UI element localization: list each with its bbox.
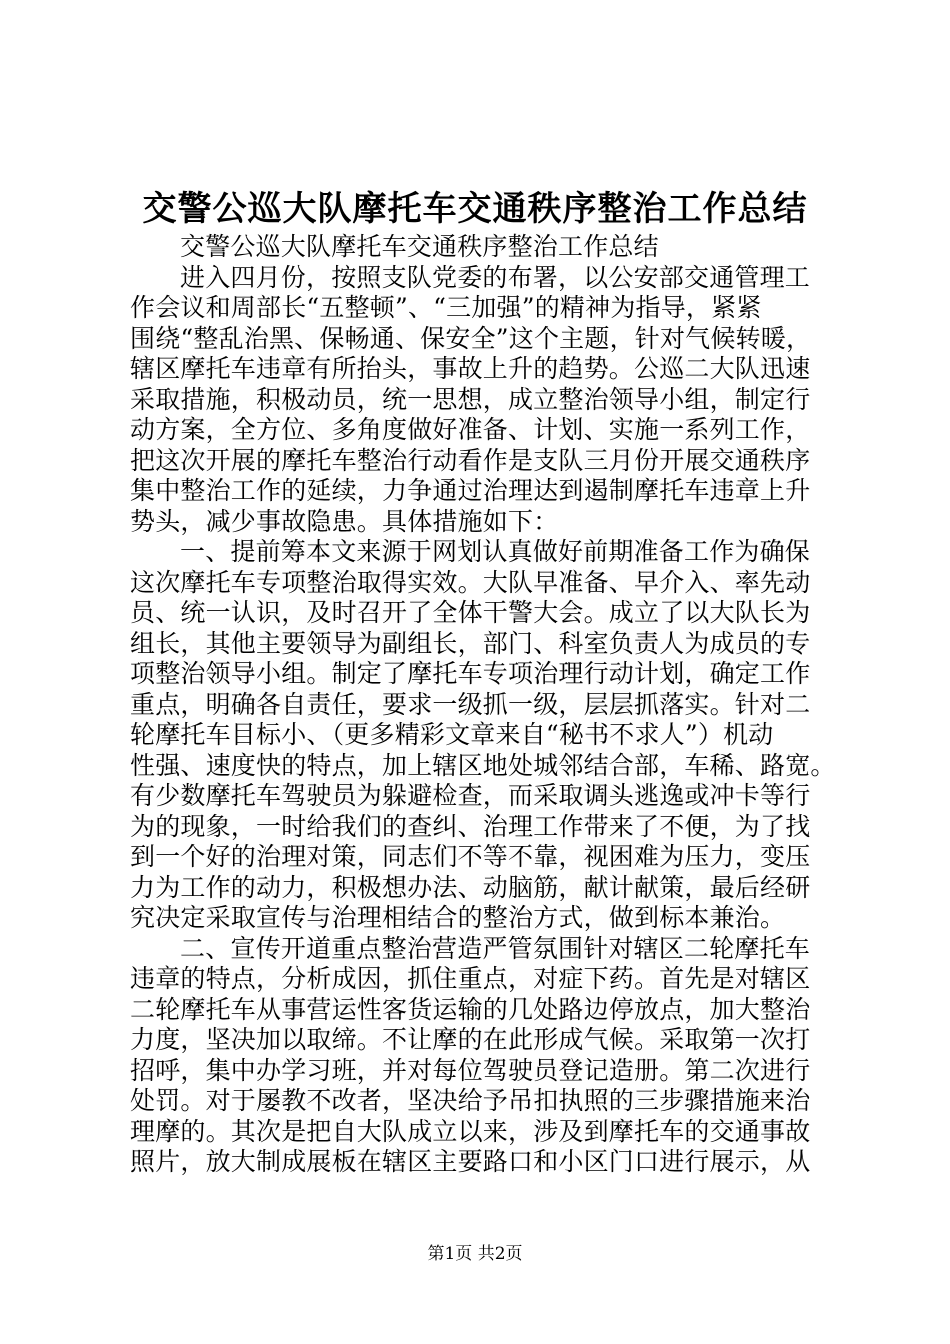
body-line: 二、宣传开道重点整治营造严管氛围针对辖区二轮摩托车	[180, 933, 811, 963]
body-line: 力度，坚决加以取缔。不让摩的在此形成气候。采取第一次打	[130, 1025, 811, 1054]
body-line: 处罚。对于屡教不改者，坚决给予吊扣执照的三步骤措施来治	[130, 1086, 811, 1115]
body-line: 辖区摩托车违章有所抬头，事故上升的趋势。公巡二大队迅速	[130, 354, 811, 383]
body-line: 项整治领导小组。制定了摩托车专项治理行动计划，确定工作	[130, 659, 811, 688]
body-line: 进入四月份，按照支队党委的布署，以公安部交通管理工	[180, 262, 811, 292]
body-line: 力为工作的动力，积极想办法、动脑筋，献计献策，最后经研	[130, 872, 811, 902]
document-body	[130, 232, 836, 1178]
body-line: 员、统一认识，及时召开了全体干警大会。成立了以大队长为	[130, 598, 811, 627]
body-line: 交警公巡大队摩托车交通秩序整治工作总结	[180, 232, 659, 261]
body-line: 到一个好的治理对策，同志们不等不靠，视困难为压力，变压	[130, 842, 811, 871]
body-line: 集中整治工作的延续，力争通过治理达到遏制摩托车违章上升	[130, 476, 811, 505]
body-line: 究决定采取宣传与治理相结合的整治方式，做到标本兼治。	[130, 903, 786, 932]
body-line: 势头，减少事故隐患。具体措施如下：	[130, 506, 559, 536]
body-line: 为的现象，一时给我们的查纠、治理工作带来了不便，为了找	[130, 811, 811, 841]
body-line: 一、提前筹本文来源于网划认真做好前期准备工作为确保	[180, 537, 811, 566]
document-title: 交警公巡大队摩托车交通秩序整治工作总结	[142, 189, 808, 229]
body-line: 组长，其他主要领导为副组长，部门、科室负责人为成员的专	[130, 628, 811, 658]
body-line: 理摩的。其次是把自大队成立以来，涉及到摩托车的交通事故	[130, 1116, 811, 1146]
body-line: 照片，放大制成展板在辖区主要路口和小区门口进行展示，从	[130, 1147, 811, 1176]
body-line: 围绕“整乱治黑、保畅通、保安全”这个主题，针对气候转暖，	[130, 323, 812, 353]
body-line: 作会议和周部长“五整顿”、“三加强”的精神为指导，紧紧	[130, 293, 762, 322]
body-line: 这次摩托车专项整治取得实效。大队早准备、早介入、率先动	[130, 567, 811, 597]
body-line: 把这次开展的摩托车整治行动看作是支队三月份开展交通秩序	[130, 445, 811, 475]
body-line: 重点，明确各自责任，要求一级抓一级，层层抓落实。针对二	[130, 689, 811, 719]
body-line: 有少数摩托车驾驶员为躲避检查，而采取调头逃逸或冲卡等行	[130, 781, 811, 810]
body-line: 违章的特点，分析成因，抓住重点，对症下药。首先是对辖区	[130, 964, 811, 993]
body-line: 性强、速度快的特点，加上辖区地处城邻结合部，车稀、路宽。	[130, 750, 836, 780]
body-line: 二轮摩托车从事营运性客货运输的几处路边停放点，加大整治	[130, 994, 811, 1024]
page-footer: 第1页 共2页	[427, 1244, 523, 1264]
body-line: 招呼，集中办学习班，并对每位驾驶员登记造册。第二次进行	[130, 1055, 811, 1085]
body-line: 动方案，全方位、多角度做好准备、计划、实施一系列工作，	[130, 415, 811, 444]
body-line: 采取措施，积极动员，统一思想，成立整治领导小组，制定行	[130, 384, 811, 414]
body-line: 轮摩托车目标小、（更多精彩文章来自“秘书不求人”）机动	[130, 720, 774, 749]
